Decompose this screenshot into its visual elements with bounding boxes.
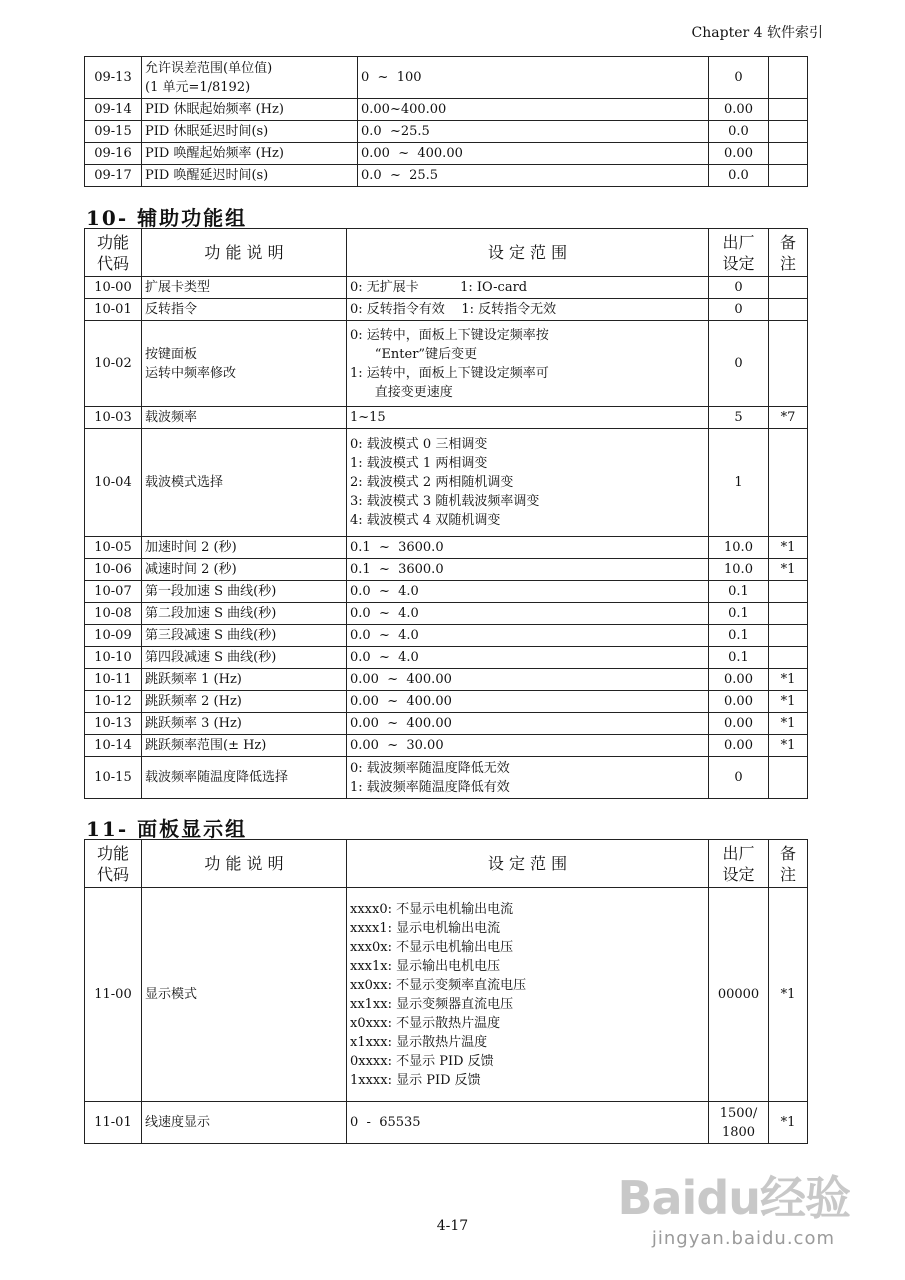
param-note — [769, 299, 808, 321]
param-desc: 允许误差范围(单位值) (1 单元=1/8192) — [142, 57, 358, 99]
param-note — [769, 143, 808, 165]
param-code: 10-08 — [85, 603, 142, 625]
param-default: 0 — [709, 321, 769, 407]
param-code: 10-11 — [85, 669, 142, 691]
table-row — [85, 121, 808, 143]
table-row — [85, 757, 808, 799]
param-note — [769, 57, 808, 99]
param-default: 1500/ 1800 — [709, 1102, 769, 1144]
watermark-logo: Baidu经验 — [617, 1171, 850, 1225]
param-note: *1 — [769, 669, 808, 691]
param-code: 09-16 — [85, 143, 142, 165]
section-title-10: 10- 辅助功能组 — [86, 206, 248, 230]
header-note: 备 注 — [769, 229, 808, 277]
header-desc: 功 能 说 明 — [142, 840, 347, 888]
table-row — [85, 603, 808, 625]
param-range: 0.1 ~ 3600.0 — [347, 537, 709, 559]
param-desc: 第一段加速 S 曲线(秒) — [142, 581, 347, 603]
table-row — [85, 647, 808, 669]
param-note: *1 — [769, 559, 808, 581]
param-desc: 跳跃频率 3 (Hz) — [142, 713, 347, 735]
param-desc: PID 唤醒延迟时间(s) — [142, 165, 358, 187]
table-row — [85, 277, 808, 299]
param-desc: 跳跃频率 1 (Hz) — [142, 669, 347, 691]
header-range: 设 定 范 围 — [347, 229, 709, 277]
param-code: 09-17 — [85, 165, 142, 187]
table-row — [85, 429, 808, 537]
param-desc: PID 唤醒起始频率 (Hz) — [142, 143, 358, 165]
param-default: 0.00 — [709, 99, 769, 121]
param-desc: 反转指令 — [142, 299, 347, 321]
param-desc: 载波频率 — [142, 407, 347, 429]
param-code: 10-02 — [85, 321, 142, 407]
param-code: 10-05 — [85, 537, 142, 559]
param-note: *7 — [769, 407, 808, 429]
param-code: 10-13 — [85, 713, 142, 735]
param-range: 0: 反转指令有效 1: 反转指令无效 — [347, 299, 709, 321]
param-note: *1 — [769, 735, 808, 757]
param-default: 0.1 — [709, 603, 769, 625]
table-row — [85, 537, 808, 559]
param-note — [769, 99, 808, 121]
watermark-url: jingyan.baidu.com — [651, 1228, 835, 1249]
param-code: 10-01 — [85, 299, 142, 321]
param-code: 10-03 — [85, 407, 142, 429]
param-range: 0.00 ~ 400.00 — [358, 143, 709, 165]
table-row — [85, 99, 808, 121]
param-range: xxxx0: 不显示电机输出电流 xxxx1: 显示电机输出电流 xxx0x: 不显示电机输出电压 xxx1x: 显示输出电机电压 xx0xx: 不显示变频率直流电压 xx1xx: 显示变频器直流电压 x0xxx: 不显示散热片温度 x1xxx: 显示散热片温度 0xxxx: 不显示 PID 反馈 1xxxx: 显示 PID 反馈 — [347, 888, 709, 1102]
param-table-11 — [84, 839, 808, 1144]
table-row — [85, 143, 808, 165]
header-range: 设 定 范 围 — [347, 840, 709, 888]
param-default: 0.1 — [709, 625, 769, 647]
param-desc: 第二段加速 S 曲线(秒) — [142, 603, 347, 625]
param-code: 10-10 — [85, 647, 142, 669]
param-code: 10-00 — [85, 277, 142, 299]
param-table-09 — [84, 56, 808, 187]
param-desc: 显示模式 — [142, 888, 347, 1102]
param-default: 0.00 — [709, 143, 769, 165]
param-range: 0 - 65535 — [347, 1102, 709, 1144]
param-desc: 按键面板 运转中频率修改 — [142, 321, 347, 407]
param-default: 00000 — [709, 888, 769, 1102]
param-desc: 跳跃频率 2 (Hz) — [142, 691, 347, 713]
param-note: *1 — [769, 537, 808, 559]
param-note — [769, 277, 808, 299]
param-default: 0.00 — [709, 713, 769, 735]
param-table-10 — [84, 228, 808, 799]
param-code: 10-07 — [85, 581, 142, 603]
param-default: 0.0 — [709, 121, 769, 143]
param-desc: 载波模式选择 — [142, 429, 347, 537]
header-default: 出厂 设定 — [709, 229, 769, 277]
table-row — [85, 669, 808, 691]
header-code: 功能 代码 — [85, 229, 142, 277]
table-row — [85, 713, 808, 735]
param-note — [769, 603, 808, 625]
param-code: 10-12 — [85, 691, 142, 713]
table-row — [85, 559, 808, 581]
param-note: *1 — [769, 888, 808, 1102]
header-default: 出厂 设定 — [709, 840, 769, 888]
param-code: 10-06 — [85, 559, 142, 581]
param-desc: 减速时间 2 (秒) — [142, 559, 347, 581]
param-desc: 扩展卡类型 — [142, 277, 347, 299]
param-note — [769, 121, 808, 143]
table-row — [85, 57, 808, 99]
param-default: 10.0 — [709, 559, 769, 581]
param-default: 10.0 — [709, 537, 769, 559]
param-code: 10-09 — [85, 625, 142, 647]
param-code: 09-14 — [85, 99, 142, 121]
param-default: 0 — [709, 757, 769, 799]
table-row — [85, 888, 808, 1102]
param-range: 1~15 — [347, 407, 709, 429]
param-code: 10-14 — [85, 735, 142, 757]
table-row — [85, 407, 808, 429]
param-range: 0.00 ~ 400.00 — [347, 713, 709, 735]
param-range: 0: 运转中，面板上下键设定频率按 “Enter”键后变更 1: 运转中，面板上下键设定频率可 直接变更速度 — [347, 321, 709, 407]
param-range: 0.00 ~ 400.00 — [347, 691, 709, 713]
param-default: 0 — [709, 299, 769, 321]
param-range: 0.0 ~ 4.0 — [347, 581, 709, 603]
param-code: 11-00 — [85, 888, 142, 1102]
header-desc: 功 能 说 明 — [142, 229, 347, 277]
param-default: 0.1 — [709, 647, 769, 669]
section-title-11: 11- 面板显示组 — [86, 817, 248, 841]
param-note — [769, 625, 808, 647]
param-note — [769, 429, 808, 537]
param-desc: PID 休眠延迟时间(s) — [142, 121, 358, 143]
param-default: 0.0 — [709, 165, 769, 187]
param-range: 0.00 ~ 400.00 — [347, 669, 709, 691]
param-note: *1 — [769, 691, 808, 713]
param-range: 0.0 ~25.5 — [358, 121, 709, 143]
param-default: 0.00 — [709, 691, 769, 713]
param-default: 0.00 — [709, 669, 769, 691]
param-desc: 第三段减速 S 曲线(秒) — [142, 625, 347, 647]
param-desc: 跳跃频率范围(± Hz) — [142, 735, 347, 757]
param-range: 0: 无扩展卡 1: IO-card — [347, 277, 709, 299]
param-range: 0.0 ~ 4.0 — [347, 625, 709, 647]
param-code: 11-01 — [85, 1102, 142, 1144]
param-note — [769, 165, 808, 187]
header-note: 备 注 — [769, 840, 808, 888]
param-code: 10-15 — [85, 757, 142, 799]
param-note: *1 — [769, 1102, 808, 1144]
table-row — [85, 1102, 808, 1144]
param-desc: 载波频率随温度降低选择 — [142, 757, 347, 799]
param-note — [769, 757, 808, 799]
param-desc: 加速时间 2 (秒) — [142, 537, 347, 559]
param-default: 5 — [709, 407, 769, 429]
param-default: 0.1 — [709, 581, 769, 603]
table-row — [85, 321, 808, 407]
param-default: 1 — [709, 429, 769, 537]
table-row — [85, 691, 808, 713]
table-row — [85, 625, 808, 647]
param-range: 0.0 ~ 25.5 — [358, 165, 709, 187]
header-code: 功能 代码 — [85, 840, 142, 888]
param-code: 09-13 — [85, 57, 142, 99]
page-number: 4-17 — [436, 1218, 469, 1234]
param-note: *1 — [769, 713, 808, 735]
param-note — [769, 581, 808, 603]
param-range: 0: 载波模式 0 三相调变 1: 载波模式 1 两相调变 2: 载波模式 2 两相随机调变 3: 载波模式 3 随机载波频率调变 4: 载波模式 4 双随机调变 — [347, 429, 709, 537]
param-range: 0.0 ~ 4.0 — [347, 647, 709, 669]
table-row — [85, 581, 808, 603]
param-default: 0 — [709, 277, 769, 299]
param-code: 10-04 — [85, 429, 142, 537]
param-range: 0.1 ~ 3600.0 — [347, 559, 709, 581]
param-range: 0.0 ~ 4.0 — [347, 603, 709, 625]
table-row — [85, 299, 808, 321]
param-desc: 第四段减速 S 曲线(秒) — [142, 647, 347, 669]
param-range: 0.00~400.00 — [358, 99, 709, 121]
table-row — [85, 735, 808, 757]
param-desc: 线速度显示 — [142, 1102, 347, 1144]
param-default: 0.00 — [709, 735, 769, 757]
param-default: 0 — [709, 57, 769, 99]
param-note — [769, 321, 808, 407]
param-note — [769, 647, 808, 669]
table-row — [85, 165, 808, 187]
param-range: 0 ~ 100 — [358, 57, 709, 99]
param-desc: PID 休眠起始频率 (Hz) — [142, 99, 358, 121]
param-code: 09-15 — [85, 121, 142, 143]
param-range: 0: 载波频率随温度降低无效 1: 载波频率随温度降低有效 — [347, 757, 709, 799]
chapter-header: Chapter 4 软件索引 — [691, 25, 823, 41]
param-range: 0.00 ~ 30.00 — [347, 735, 709, 757]
